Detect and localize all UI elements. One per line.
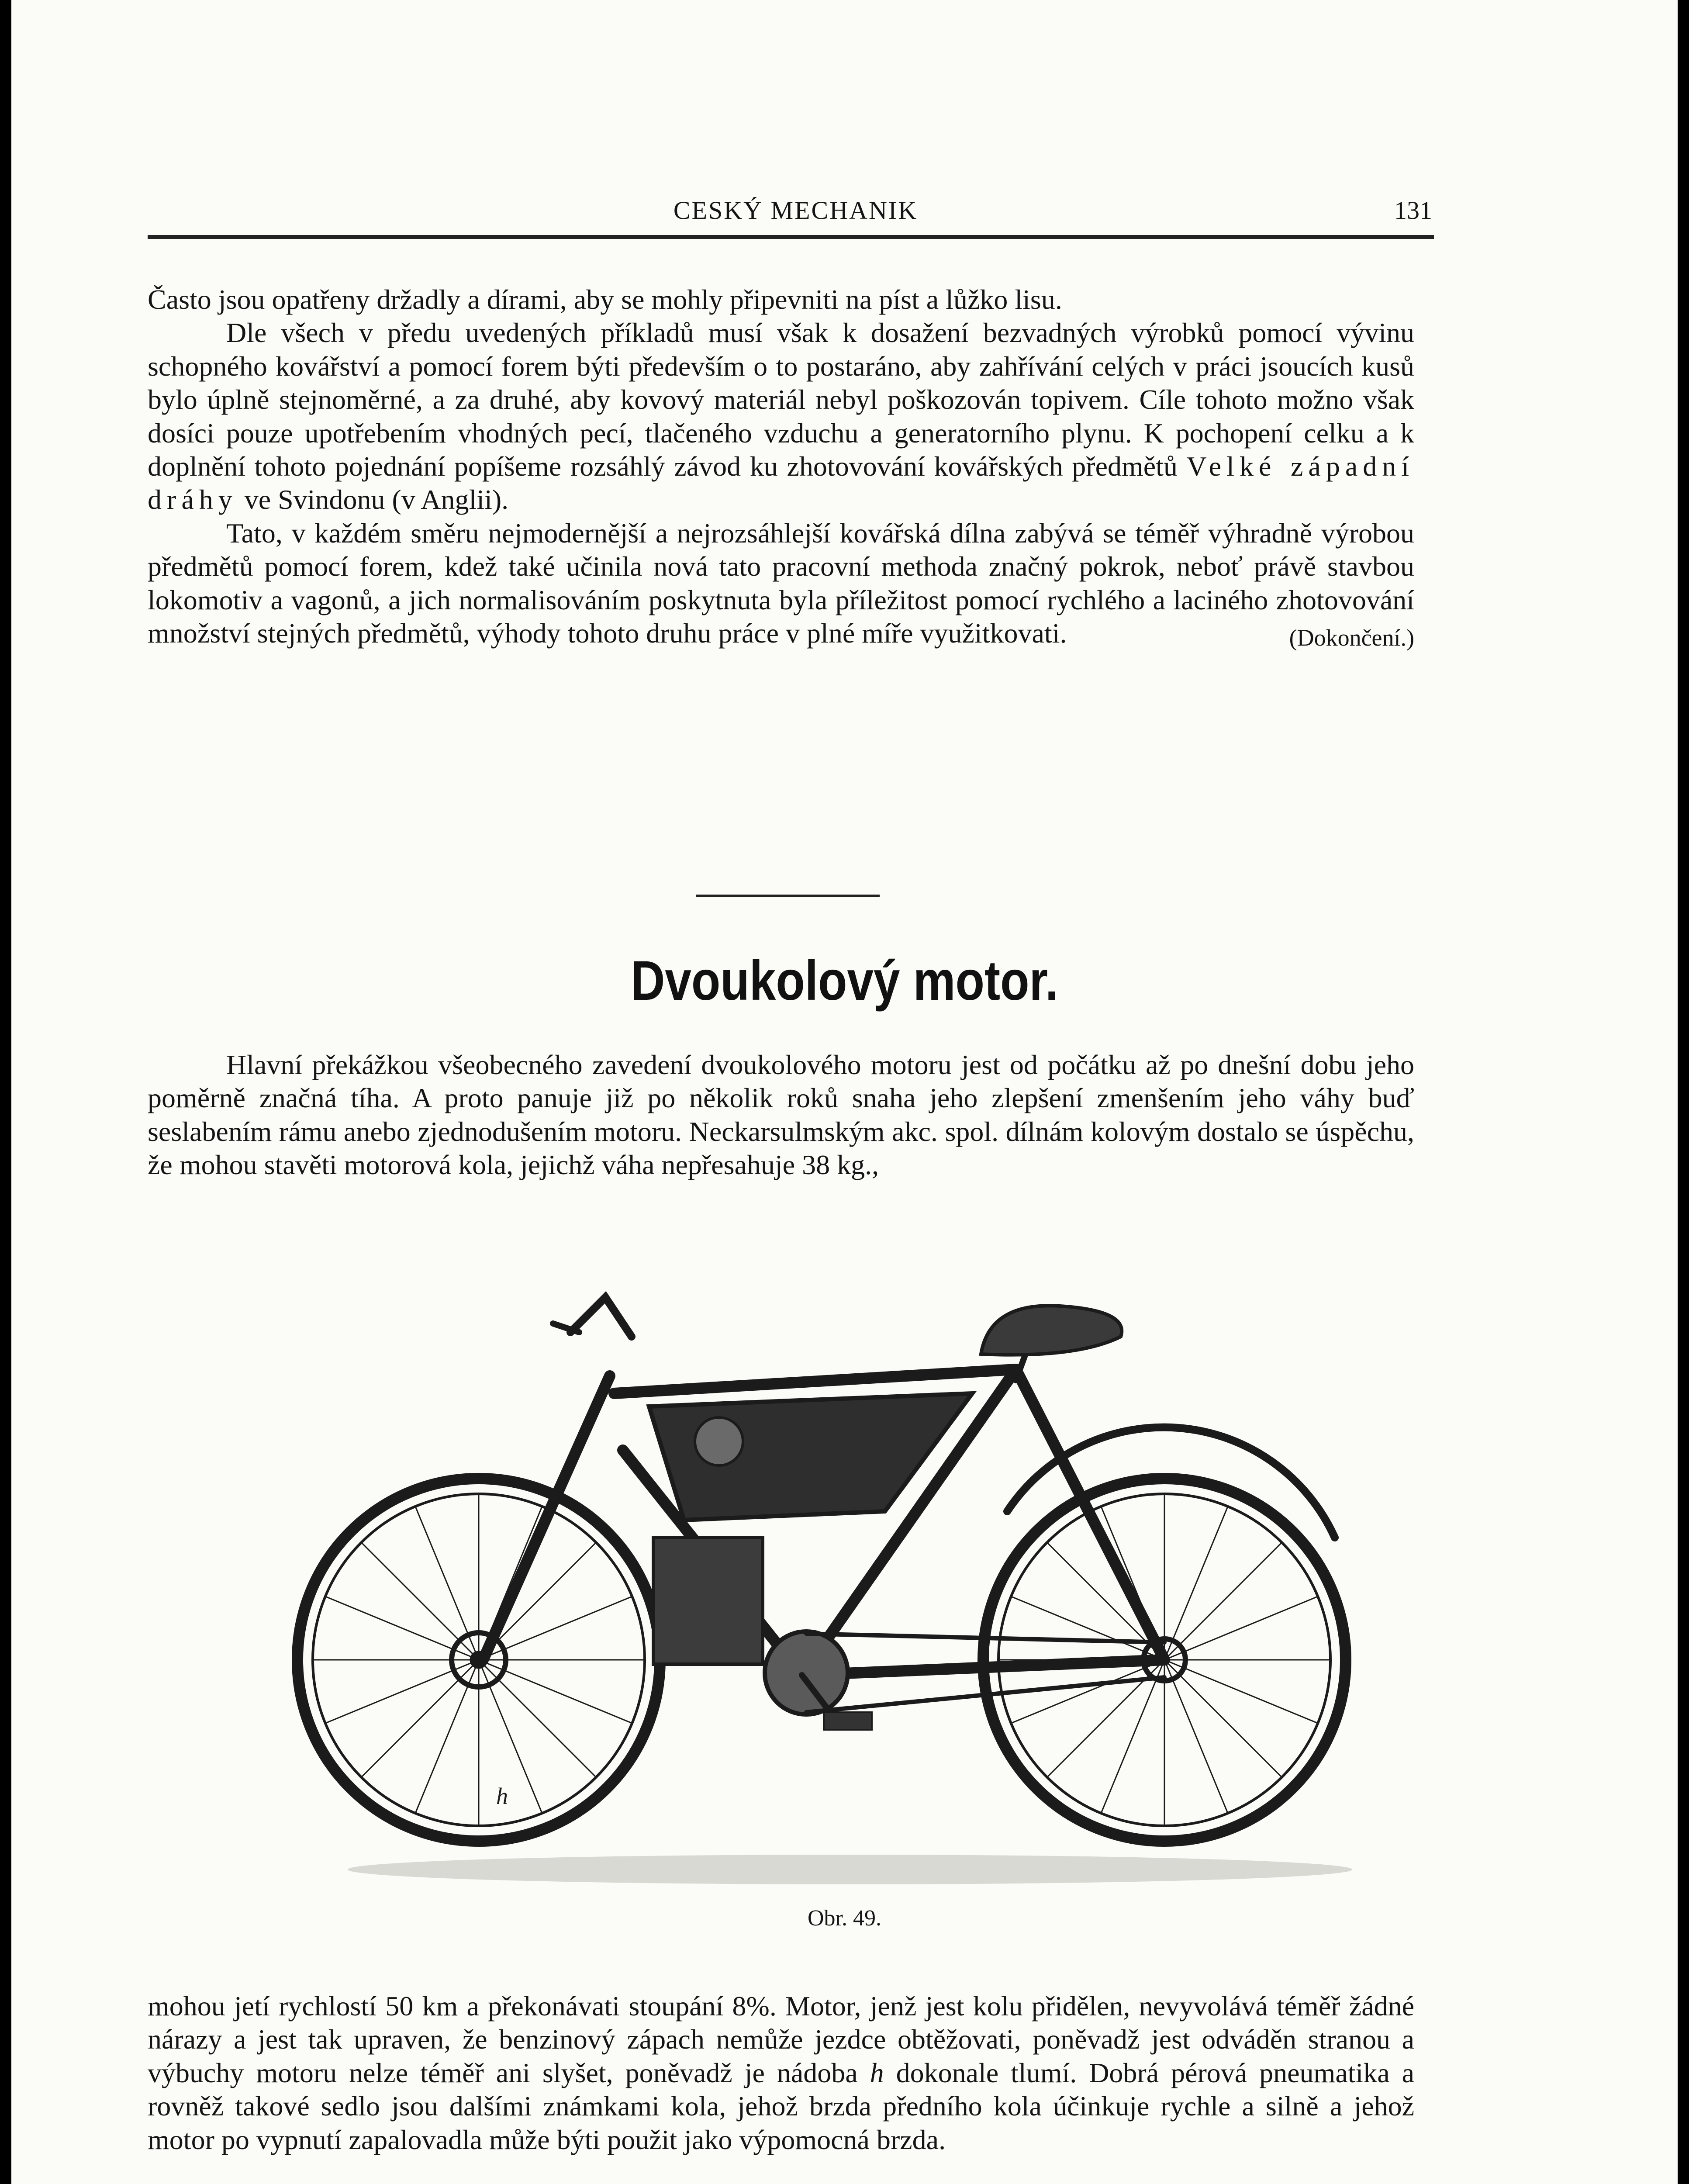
railway-name: Velké západní dráhy <box>148 451 1415 515</box>
intro-paragraph-2-text: Dle všech v předu uvedených příkladů musí však k dosažení bezvadných výrobků pomocí vývinu schopného kovářství a pomocí forem býti především o to postaráno, aby zahřívání celých v práci jsoucích kusů bylo úplně stejnoměrné, a za druhé, aby kovový materiál nebyl poškozován topivem. Cíle tohoto možno však dosíci pouze upotřebením vhodných pecí, tlačeného vzduchu a generatorního plynu. K pochopení celku a k doplnění tohoto pojednání popíšeme rozsáhlý závod ku zhotovování kovářských předmětů <box>148 317 1414 482</box>
page <box>11 0 1678 2184</box>
article-title: Dvoukolový motor. <box>630 950 1059 1012</box>
page-number: 131 <box>1394 196 1432 225</box>
running-title: CESKÝ MECHANIK <box>673 196 918 225</box>
paragraph-2-end: dokonale tlumí. Dobrá pérová pneumatika a rovněž takové sedlo jsou dalšími známkami kola, jehož brzda předního kola účinkuje rychle a silně a jehož motor po vypnutí zapalovadla může býti použit jako výpomocná brzda. <box>148 2057 1415 2155</box>
figure-caption: Obr. 49. <box>808 1906 881 1931</box>
article-paragraph-1 <box>148 1048 1414 1182</box>
paragraph-2-start: mohou jetí rychlostí 50 km a překonávati stoupání <box>148 1990 724 2022</box>
intro-paragraph-2 <box>148 316 1414 516</box>
article-paragraph-2 <box>148 1990 1414 2156</box>
header-rule <box>148 235 1434 239</box>
figure-label-h: h <box>496 1783 508 1809</box>
intro-paragraph-1: Často jsou opatřeny držadly a dírami, aby se mohly připevniti na píst a lůžko lisu. <box>148 284 1062 315</box>
article-paragraph-1-text: Hlavní překážkou všeobecného zavedení dvoukolového motoru jest od počátku až po dnešní dobu jeho poměrně značná tíha. A proto panuje již po několik roků snaha jeho zlepšení zmenšením jeho váhy buď seslabením rámu anebo zjednodušením motoru. Neckarsulmským akc. spol. dílnám kolovým dostalo se úspěchu, že mohou stavěti motorová kola, jejichž váha nepřesahuje 38 kg., <box>148 1049 1414 1181</box>
running-header <box>159 196 1432 226</box>
vessel-symbol-h: h <box>870 2057 884 2088</box>
intro-paragraph-3-text: Tato, v každém směru nejmodernější a nejrozsáhlejší kovářská dílna zabývá se téměř výhradně výrobou předmětů pomocí forem, kdež také učinila nová tato pracovní methoda značný pokrok, neboť právě stavbou lokomotiv a vagonů, a jich normalisováním poskytnuta byla příležitost pomocí rychlého a laciného zhotovování množství stejných předmětů, výhody tohoto druhu práce v plné míře využitkovati. <box>148 517 1414 649</box>
gradient-percent: 8% <box>732 1990 770 2022</box>
section-separator <box>696 895 880 897</box>
paragraph-2-middle: . Motor, jenž jest kolu přidělen, nevyvolává téměř žádné nárazy a jest tak upraven, že benzinový zápach nemůže jezdce obtěžovati, poněvadž jest odváděn stranou a výbuchy motoru nelze téměř ani slyšet, poněvadž je nádoba <box>148 1990 1414 2088</box>
intro-paragraph-3 <box>148 517 1414 650</box>
railway-location: ve Svindonu (v Anglii). <box>244 484 509 515</box>
article-paragraph-2-text <box>148 1990 1414 2156</box>
continued-note: (Dokončení.) <box>1289 625 1414 651</box>
intro-text <box>148 283 1414 654</box>
motorcycle-illustration <box>291 1267 1374 1896</box>
